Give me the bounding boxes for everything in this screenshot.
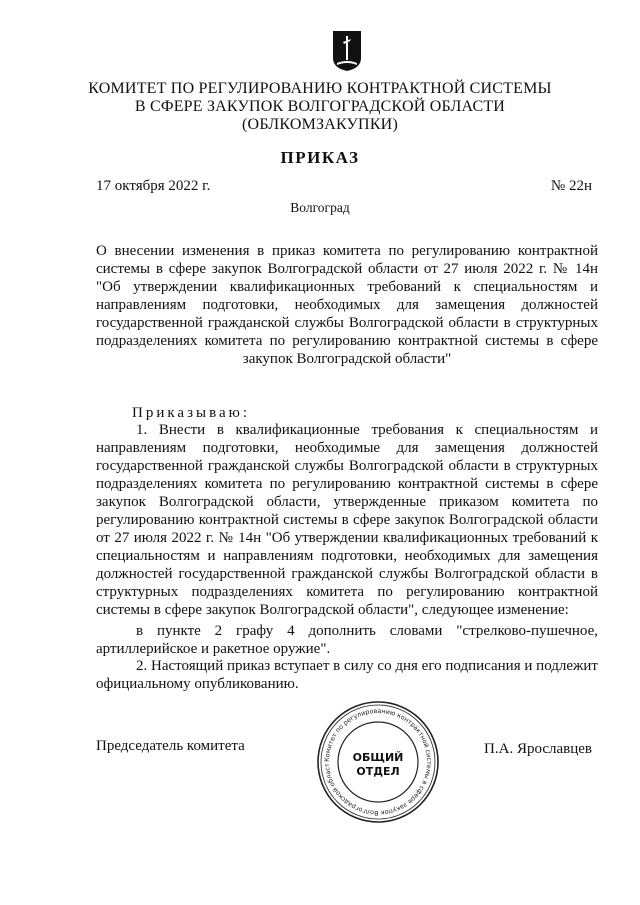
stamp-ring-text: Комитет по регулированию контрактной системы в сфере закупок Волгоградской област bbox=[322, 706, 434, 818]
org-line-2: В СФЕРЕ ЗАКУПОК ВОЛГОГРАДСКОЙ ОБЛАСТИ bbox=[134, 98, 506, 115]
signatory-position: Председатель комитета bbox=[96, 738, 245, 754]
order-paragraph-1-detail: в пункте 2 графу 4 дополнить словами "стрелково-пушечное, артиллерийское и ракетное оружие". bbox=[96, 623, 598, 657]
org-line-1: КОМИТЕТ ПО РЕГУЛИРОВАНИЮ КОНТРАКТНОЙ СИСТЕМЫ bbox=[88, 80, 552, 97]
order-lead: Приказываю: bbox=[132, 405, 250, 421]
document-city: Волгоград bbox=[290, 200, 350, 215]
stamp-text-line-1: ОБЩИЙ bbox=[352, 751, 404, 764]
org-line-3: (ОБЛКОМЗАКУПКИ) bbox=[242, 116, 398, 133]
document-subject: О внесении изменения в приказ комитета по регулированию контрактной системы в сфере закупок Волгоградской области от 27 июля 2022 г. № 14н "Об утверждении квалификационных требований к специальностям и направлениям подготовки, необходимых для замещения должностей государственной гражданской службы Волгоградской области в структурных подразделениях комитета по регулированию контрактной системы в сфере закупок Волгоградской области" bbox=[96, 243, 598, 367]
order-paragraph-1: 1. Внести в квалификационные требования к специальностям и направлениям подготовки, необходимые для замещения должностей государственной гражданской службы Волгоградской области в структурных подразделениях комитета по регулированию контрактной системы в сфере закупок Волгоградской области, утвержденные приказом комитета по регулированию контрактной системы в сфере закупок Волгоградской области от 27 июля 2022 г. № 14н "Об утверждении квалификационных требований к специальностям и направлениям подготовки, необходимых для замещения должностей государственной гражданской службы Волгоградской области в структурных подразделениях комитета по регулированию контрактной системы в сфере закупок Волгоградской области", следующее изменение: bbox=[96, 422, 598, 618]
official-stamp bbox=[316, 700, 440, 824]
coat-of-arms-icon bbox=[332, 30, 362, 72]
signatory-name: П.А. Ярославцев bbox=[484, 741, 592, 757]
order-paragraph-2: 2. Настоящий приказ вступает в силу со дня его подписания и подлежит официальному опубликованию. bbox=[96, 658, 598, 692]
document-number: № 22н bbox=[550, 178, 592, 194]
stamp-text-line-2: ОТДЕЛ bbox=[356, 765, 400, 778]
organization-name bbox=[0, 80, 640, 134]
document-date: 17 октября 2022 г. bbox=[96, 178, 211, 194]
document-type: ПРИКАЗ bbox=[280, 148, 360, 167]
